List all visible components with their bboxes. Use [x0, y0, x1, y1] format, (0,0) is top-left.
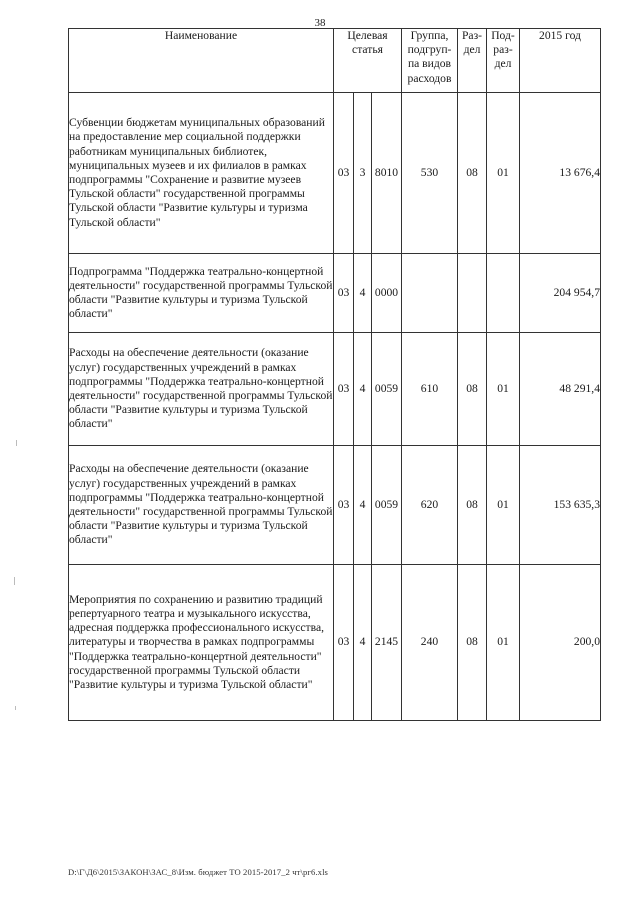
table-row — [69, 93, 601, 254]
row-name: Подпрограмма "Поддержка театрально-концертной деятельности" государственной программы Тульской области "Развитие культуры и туризма Тульской области" — [69, 254, 334, 333]
row-name: Субвенции бюджетам муниципальных образований на предоставление мер социальной поддержки работникам муниципальных библиотек, муниципальных музеев и их филиалов в рамках подпрограммы "Сохранение и развитие музеев Тульской области" государственной программы Тульской области "Развитие культуры и туризма Тульской области" — [69, 93, 334, 254]
amount-2015: 153 635,3 — [520, 446, 601, 565]
target-code-part3: 0000 — [372, 254, 402, 333]
row-name: Расходы на обеспечение деятельности (оказание услуг) государственных учреждений в рамках подпрограммы "Поддержка театрально-концертной деятельности" государственной программы Тульской области "Развитие культуры и туризма Тульской области" — [69, 446, 334, 565]
amount-2015: 204 954,7 — [520, 254, 601, 333]
file-path-footer: D:\Г\Д6\2015\ЗАКОН\ЗАС_8\Изм. бюджет ТО 2015-2017_2 чт\рг6.xls — [68, 867, 328, 877]
target-code-part3: 0059 — [372, 333, 402, 446]
budget-table — [68, 28, 601, 721]
expense-group-code — [402, 254, 458, 333]
row-name: Расходы на обеспечение деятельности (оказание услуг) государственных учреждений в рамках подпрограммы "Поддержка театрально-концертной деятельности" государственной программы Тульской области "Развитие культуры и туризма Тульской области" — [69, 333, 334, 446]
target-code-part1: 03 — [334, 254, 354, 333]
expense-group-code: 530 — [402, 93, 458, 254]
expense-group-code: 240 — [402, 565, 458, 721]
table-row — [69, 333, 601, 446]
header-year: 2015 год — [520, 29, 601, 93]
section-code: 08 — [458, 93, 487, 254]
subsection-code: 01 — [487, 333, 520, 446]
header-section: Раз-дел — [458, 29, 487, 93]
section-code: 08 — [458, 333, 487, 446]
target-code-part1: 03 — [334, 93, 354, 254]
target-code-part2: 4 — [354, 254, 372, 333]
target-code-part2: 4 — [354, 565, 372, 721]
header-target-article: Целевая статья — [334, 29, 402, 93]
scan-artifact — [15, 706, 16, 710]
scan-artifact — [16, 440, 17, 446]
section-code: 08 — [458, 446, 487, 565]
table-header-row — [69, 29, 601, 93]
subsection-code — [487, 254, 520, 333]
target-code-part2: 4 — [354, 333, 372, 446]
header-subsection: Под-раз-дел — [487, 29, 520, 93]
expense-group-code: 620 — [402, 446, 458, 565]
scan-artifact — [14, 577, 15, 585]
page-number: 38 — [314, 17, 326, 29]
table-row — [69, 254, 601, 333]
subsection-code: 01 — [487, 93, 520, 254]
target-code-part1: 03 — [334, 446, 354, 565]
amount-2015: 13 676,4 — [520, 93, 601, 254]
header-name: Наименование — [69, 29, 334, 93]
target-code-part2: 3 — [354, 93, 372, 254]
target-code-part2: 4 — [354, 446, 372, 565]
target-code-part3: 2145 — [372, 565, 402, 721]
expense-group-code: 610 — [402, 333, 458, 446]
target-code-part1: 03 — [334, 333, 354, 446]
table-row — [69, 565, 601, 721]
amount-2015: 48 291,4 — [520, 333, 601, 446]
subsection-code: 01 — [487, 565, 520, 721]
header-expense-group: Группа, подгруп-па видов расходов — [402, 29, 458, 93]
target-code-part3: 8010 — [372, 93, 402, 254]
row-name: Мероприятия по сохранению и развитию традиций репертуарного театра и музыкального искусства, адресная поддержка профессионального искусства, литературы и творчества в рамках подпрограммы "Поддержка театрально-концертной деятельности" государственной программы Тульской области "Развитие культуры и туризма Тульской области" — [69, 565, 334, 721]
section-code: 08 — [458, 565, 487, 721]
subsection-code: 01 — [487, 446, 520, 565]
table-row — [69, 446, 601, 565]
target-code-part1: 03 — [334, 565, 354, 721]
section-code — [458, 254, 487, 333]
target-code-part3: 0059 — [372, 446, 402, 565]
amount-2015: 200,0 — [520, 565, 601, 721]
